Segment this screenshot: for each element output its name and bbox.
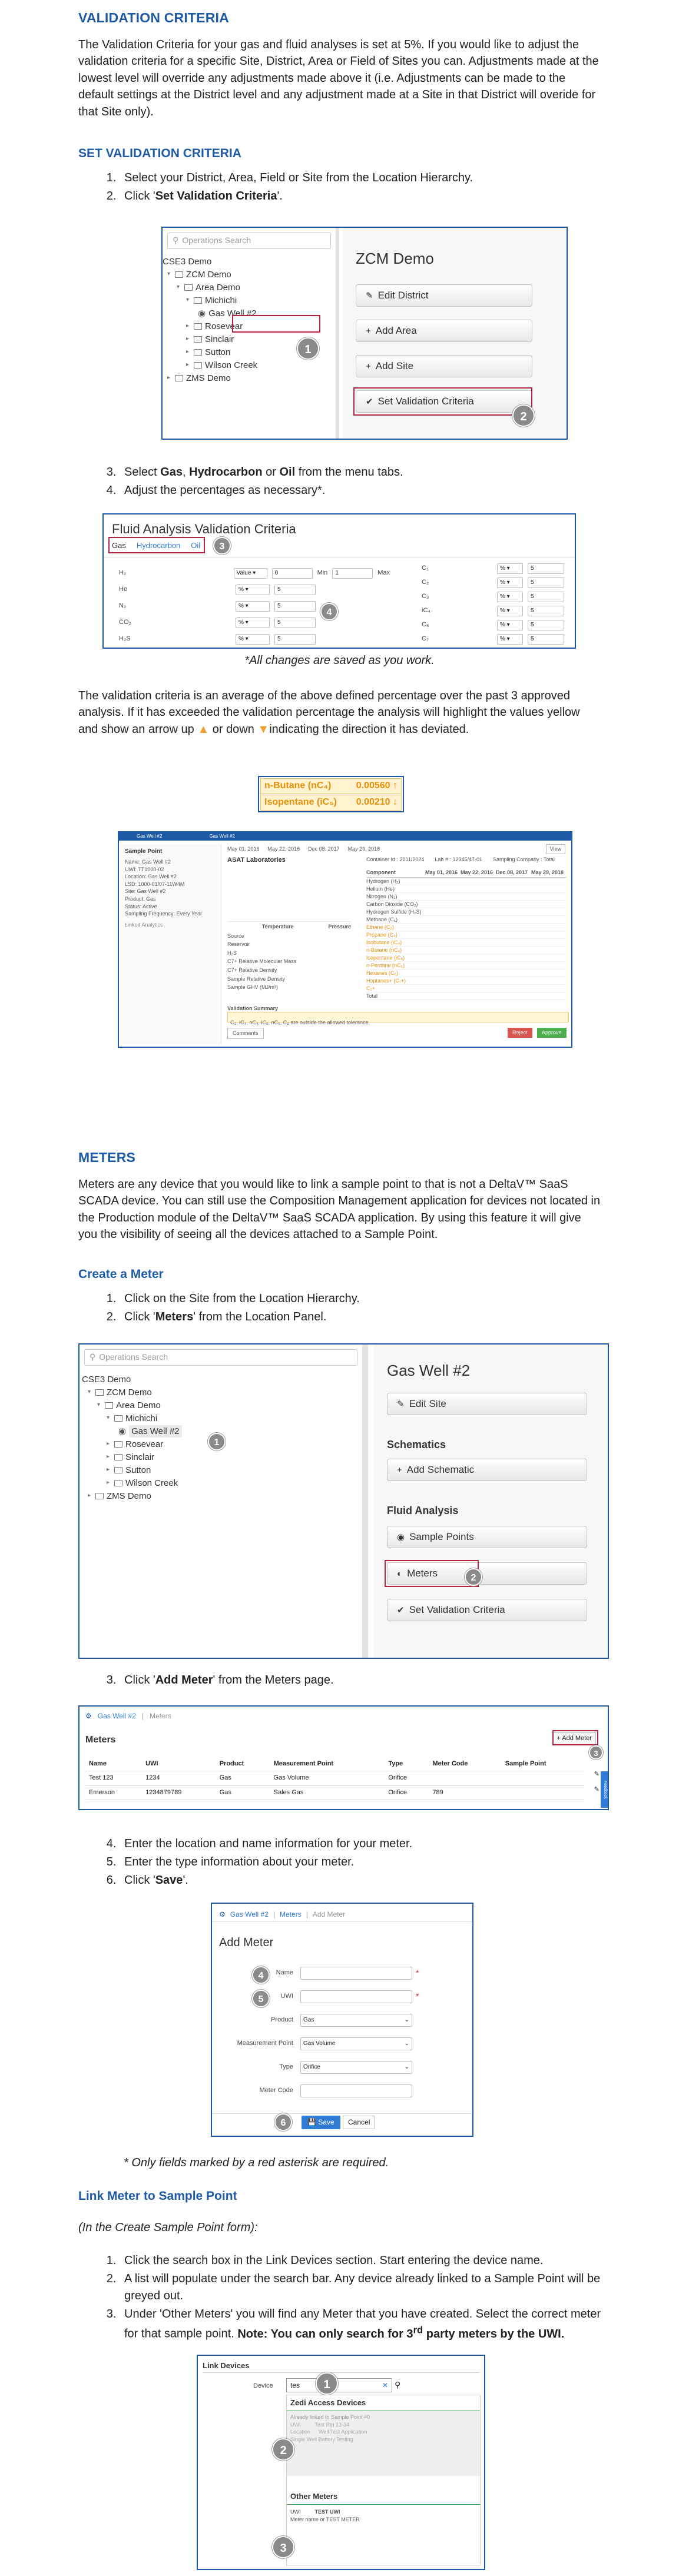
edit-icon: ✎ — [366, 290, 373, 301]
folder-icon — [114, 1441, 122, 1448]
date-tab[interactable]: May 22, 2016 — [267, 846, 300, 852]
step-3: 3. Select Gas, Hydrocarbon or Oil from the menu tabs. — [120, 464, 602, 481]
tree-item[interactable]: ▾ Michichi — [107, 1413, 158, 1423]
criteria-row: iC₄ % ▾ 5 — [422, 604, 569, 618]
callout-badge-6: 6 — [274, 2113, 292, 2131]
add-meter-form — [212, 1961, 473, 2103]
arrow-down-icon: ▼ — [257, 722, 270, 736]
folder-icon — [105, 1402, 113, 1409]
type-select[interactable]: Orifice ⌄ — [300, 2061, 412, 2074]
step-2: 2. Click 'Set Validation Criteria'. — [120, 188, 602, 205]
lab-name: ASAT Laboratories — [227, 857, 286, 864]
folder-icon — [114, 1467, 122, 1473]
mode-select[interactable]: Value ▾ — [234, 568, 267, 579]
meters-page-title: Meters — [85, 1735, 116, 1745]
component-row: Heptanes+ (C₇+) — [366, 977, 567, 985]
zedi-devices-header: Zedi Access Devices — [287, 2395, 480, 2411]
edit-icon[interactable]: ✎ — [594, 1786, 599, 1793]
component-row: Isobutane (iC₄) — [366, 939, 567, 947]
meters-intro: Meters are any device that you would like to link a sample point to that is not a DeltaV™ SaaS SCADA device. You can still use the Composition Management application for devices not located in the Production module of the DeltaV™ SaaS SCADA application. By using this feature it will give you the visibility of seeing all the devices attached to a Sample Point. — [78, 1178, 601, 1241]
criteria-row: C₃ % ▾ 5 — [422, 590, 569, 604]
validation-title: VALIDATION CRITERIA — [78, 10, 229, 25]
saved-note: *All changes are saved as you work. — [244, 654, 435, 667]
mode-select[interactable]: % ▾ — [497, 620, 523, 630]
date-tab[interactable]: May 29, 2018 — [347, 846, 380, 852]
criteria-row: C₂ % ▾ 5 — [422, 576, 569, 590]
breadcrumb-meters: Meters — [150, 1712, 171, 1720]
plus-icon: + — [366, 326, 371, 336]
breadcrumb: ⚙ Gas Well #2 | Meters | Add Meter — [219, 1910, 346, 1918]
arrow-down-icon: ↓ — [393, 797, 398, 808]
form-row: Type Orifice ⌄ — [212, 2056, 473, 2079]
callout-badge-4: 4 — [320, 603, 338, 620]
site-detail-pane — [374, 1345, 608, 1658]
component-row: Hydrogen (H₂) — [366, 878, 567, 885]
tab-hydrocarbon[interactable]: Hydrocarbon — [136, 541, 181, 550]
mode-select[interactable]: % ▾ — [497, 592, 523, 602]
deviation-row-butane: n-Butane (nC₄) 0.00560 ↑ — [260, 778, 402, 794]
mode-select[interactable]: % ▾ — [236, 634, 270, 645]
view-button[interactable]: View — [546, 844, 565, 854]
mode-select[interactable]: % ▾ — [497, 563, 523, 574]
criteria-title: Fluid Analysis Validation Criteria — [112, 522, 296, 536]
folder-icon — [114, 1454, 122, 1460]
check-icon: ✔ — [366, 396, 373, 407]
component-row: Nitrogen (N₂) — [366, 893, 567, 901]
tree-item[interactable]: CSE3 Demo — [163, 256, 212, 267]
meter-steps-c — [120, 1835, 602, 1890]
add-site-button[interactable]: + Add Site — [356, 355, 532, 377]
other-meter-item[interactable]: UWI TEST UWI Meter name or TEST METER — [290, 2509, 360, 2522]
criteria-left-rows — [119, 565, 390, 648]
mode-select[interactable]: % ▾ — [236, 618, 270, 628]
folder-icon — [194, 336, 202, 343]
save-button[interactable]: 💾 Save — [302, 2116, 340, 2129]
tree-item[interactable]: ▸ ZMS Demo — [167, 373, 231, 383]
folder-icon — [194, 297, 202, 304]
lab-meta: Container Id : 2011/2024 Lab # : 12345/47-01 Sampling Company : Total — [366, 857, 555, 862]
date-tab[interactable]: Dec 08, 2017 — [308, 846, 340, 852]
link-steps — [120, 2252, 602, 2344]
sample-points-button[interactable]: ◉ Sample Points — [387, 1526, 587, 1548]
tree-item-gas-well[interactable]: ◉ Gas Well #2 — [198, 308, 257, 318]
criteria-right-rows — [422, 562, 569, 646]
callout-badge-1: 1 — [316, 2372, 338, 2395]
set-validation-heading: SET VALIDATION CRITERIA — [78, 147, 241, 160]
validation-average-text: The validation criteria is an average of the above defined percentage over the past 3 approved analysis. If it has exceeded the validation percentage the analysis will highlight the values yellow and show an arrow up ▲ or down ▼indicating the direction it has deviated. — [78, 689, 580, 736]
component-row: Methane (C₁) — [366, 916, 567, 924]
link-devices-title: Link Devices — [203, 2361, 250, 2370]
component-row: Hydrogen Sulfide (H₂S) — [366, 908, 567, 916]
component-row: Carbon Dioxide (CO₂) — [366, 901, 567, 908]
analysis-properties: Temperature Pressure Source Reservoir H₂S C7+ Relative Molecular Mass C7+ Relative Density Sample Relative Density Sample GHV (MJ/m³) — [227, 869, 351, 992]
validation-steps-b — [120, 464, 602, 500]
form-row: Measurement Point Gas Volume ⌄ — [212, 2032, 473, 2056]
chevron-down-icon: ⌄ — [404, 2017, 409, 2023]
percent-input[interactable]: 5 — [274, 585, 316, 595]
tree-item[interactable]: ▸ Wilson Creek — [186, 360, 258, 370]
criteria-row: CO₂ % ▾ 5 — [119, 615, 390, 631]
criteria-row: C₅ % ▾ 5 — [422, 618, 569, 632]
percent-input[interactable]: 5 — [528, 577, 564, 588]
percent-input[interactable]: 5 — [528, 634, 564, 645]
highlight-gas-well — [232, 315, 320, 333]
gauge-icon: ◐ — [397, 1568, 403, 1579]
callout-badge-3: 3 — [589, 1745, 603, 1760]
tree-item[interactable]: ▾ Area Demo — [177, 282, 240, 293]
location-pin-icon: ◉ — [118, 1426, 127, 1436]
meter-step-4: 4. Enter the location and name information for your meter. — [120, 1835, 602, 1853]
table-row[interactable]: Test 123 1234 Gas Gas Volume Orifice — [85, 1771, 584, 1785]
arrow-up-icon: ▲ — [197, 722, 210, 736]
callout-badge-3: 3 — [272, 2536, 294, 2558]
breadcrumb-meters[interactable]: Meters — [280, 1910, 302, 1918]
meters-button[interactable]: ◐ Meters — [387, 1562, 587, 1585]
component-rows — [366, 878, 567, 1000]
component-row: n-Butane (nC₄) — [366, 947, 567, 954]
tree-item[interactable]: ▾ ZCM Demo — [167, 269, 231, 280]
location-tree — [163, 228, 339, 439]
analysis-date-tabs — [227, 845, 380, 853]
highlight-tabs — [108, 537, 205, 553]
highlight-add-meter — [552, 1730, 598, 1745]
max-input[interactable]: 1 — [332, 568, 373, 579]
tree-item[interactable]: ▸ Wilson Creek — [107, 1478, 178, 1488]
form-row: Meter Code — [212, 2079, 473, 2103]
component-row: Propane (C₃) — [366, 931, 567, 939]
settings-icon: ⚙ — [85, 1712, 92, 1720]
form-row: UWI * — [212, 1985, 473, 2009]
edit-icon: ✎ — [397, 1399, 405, 1409]
mode-select[interactable]: % ▾ — [497, 577, 523, 588]
callout-badge-2: 2 — [272, 2438, 294, 2461]
screenshot-link-devices — [197, 2355, 485, 2570]
chevron-down-icon: ⌄ — [404, 2040, 409, 2047]
required-note: * Only fields marked by a red asterisk are required. — [124, 2156, 389, 2169]
sample-point-card: Sample Point Name: Gas Well #2 UWI: TT1000-02 Location: Gas Well #2 LSD: 1000-01/07-11W4M Site: Gas Well #2 Product: Gas Status: Active Sampling Frequency: Every Year Linked Analytics — [121, 844, 221, 1044]
plus-icon: + — [397, 1465, 402, 1475]
percent-input[interactable]: 5 — [528, 563, 564, 574]
district-title: ZCM Demo — [356, 250, 434, 267]
tree-item[interactable]: ▸ Sinclair — [107, 1452, 155, 1462]
tree-item[interactable]: ▸ Sinclair — [186, 334, 234, 344]
other-meters-header: Other Meters — [287, 2488, 480, 2505]
schematics-label: Schematics — [387, 1439, 446, 1450]
percent-input[interactable]: 5 — [528, 620, 564, 630]
tree-item[interactable]: ▸ Sutton — [107, 1465, 151, 1475]
table-row[interactable]: Emerson 1234879789 Gas Sales Gas Orifice 789 — [85, 1785, 584, 1800]
mode-select[interactable]: % ▾ — [236, 585, 270, 595]
add-area-button[interactable]: + Add Area — [356, 320, 532, 342]
meter-step-5: 5. Enter the type information about your meter. — [120, 1854, 602, 1871]
clear-icon[interactable]: ✕ — [382, 2381, 388, 2389]
device-dropdown — [286, 2395, 481, 2565]
tree-item[interactable]: ▸ ZMS Demo — [88, 1491, 151, 1501]
percent-input[interactable]: 5 — [274, 618, 316, 628]
callout-badge-1: 1 — [208, 1433, 226, 1450]
meter-steps-a — [120, 1290, 602, 1327]
criteria-row: He % ▾ 5 — [119, 582, 390, 598]
criteria-row: H₂S % ▾ 5 — [119, 631, 390, 648]
link-step-2: 2. A list will populate under the search bar. Any device already linked to a Sample Point will be greyed out. — [120, 2270, 602, 2305]
chevron-down-icon: ⌄ — [404, 2064, 409, 2070]
add-schematic-button[interactable]: + Add Schematic — [387, 1459, 587, 1481]
edit-site-button[interactable]: ✎ Edit Site — [387, 1393, 587, 1415]
validation-summary-title: Validation Summary — [227, 1005, 279, 1011]
tree-item[interactable]: CSE3 Demo — [82, 1374, 131, 1385]
location-tree — [80, 1345, 368, 1658]
screenshot-meters-list — [78, 1705, 609, 1810]
location-detail-pane — [343, 228, 567, 439]
operations-search[interactable]: ⚲ Operations Search — [167, 233, 331, 249]
tree-item[interactable]: ▸ Rosevear — [107, 1439, 164, 1449]
link-context: (In the Create Sample Point form): — [78, 2221, 258, 2234]
tree-item[interactable]: ▾ Area Demo — [97, 1400, 161, 1410]
validation-intro: The Validation Criteria for your gas and fluid analyses is set at 5%. If you would like to adjust the validation criteria for a specific Site, District, Area or Field of Sites you can. Adjustments made at the lowest level will override any adjustments made above it (i.e. Adjustments can be made to the default settings at the District level and any adjustment made at a Site in that District will overide for that Site only). — [78, 38, 599, 118]
breadcrumb: ⚙ Gas Well #2 | Meters — [85, 1712, 171, 1720]
component-row: Helium (He) — [366, 885, 567, 893]
component-row: n-Pentane (nC₅) — [366, 962, 567, 970]
criteria-row: N₂ % ▾ 5 — [119, 598, 390, 615]
folder-icon — [194, 323, 202, 330]
name-input[interactable] — [300, 1967, 412, 1980]
site-title: Gas Well #2 — [387, 1362, 471, 1379]
map-marker-icon: ◉ — [397, 1532, 405, 1542]
folder-icon — [95, 1389, 104, 1396]
components-table: Component May 01, 2016 May 22, 2016 Dec 08, 2017 May 29, 2018 Hydrogen (H₂) Helium (He) Nitrogen (N₂) Carbon Dioxide (CO₂) Hydrogen Sulfide (H₂S) Methane (C₁) Ethane (C₂) Propane (C₃) Isobutane (iC₄) n-Butane (nC₄) Isopentane (iC₅) n-Pentane (nC₅) Hexanes (C₆) Heptanes+ (C₇+) C₇+ Total — [366, 869, 567, 1000]
percent-input[interactable]: 5 — [528, 606, 564, 616]
zedi-device-item: Already linked to Sample Point #0 UWI Test Rtp 13-34 Location Well Test Application Single Well Battery Testing — [287, 2411, 480, 2476]
component-row: C₇+ — [366, 985, 567, 992]
criteria-row: C₇ % ▾ 5 — [422, 632, 569, 646]
create-meter-heading: Create a Meter — [78, 1267, 164, 1281]
link-meter-heading: Link Meter to Sample Point — [78, 2189, 237, 2203]
folder-icon — [95, 1493, 104, 1499]
location-pin-icon: ◉ — [198, 308, 206, 318]
breadcrumb-add-meter: Add Meter — [312, 1910, 346, 1918]
folder-icon — [194, 349, 202, 356]
app-header: Gas Well #2 Gas Well #2 — [119, 832, 571, 841]
screenshot-add-meter — [211, 1903, 473, 2137]
meter-step-6: 6. Click 'Save'. — [120, 1872, 602, 1889]
folder-icon — [175, 271, 183, 278]
check-icon: ✔ — [397, 1605, 405, 1615]
set-validation-criteria-button[interactable]: ✔ Set Validation Criteria — [387, 1599, 587, 1621]
save-icon: 💾 — [307, 2118, 316, 2126]
search-icon[interactable]: ⚲ — [395, 2380, 401, 2389]
search-icon: ⚲ — [90, 1352, 96, 1362]
folder-icon — [114, 1415, 122, 1422]
link-step-1: 1. Click the search box in the Link Devices section. Start entering the device name. — [120, 2252, 602, 2269]
min-input[interactable]: 0 — [272, 568, 313, 579]
add-meter-title: Add Meter — [219, 1936, 274, 1949]
product-select[interactable]: Gas ⌄ — [300, 2014, 412, 2027]
meter-code-input[interactable] — [300, 2084, 412, 2097]
highlight-set-validation — [353, 387, 532, 416]
reject-button[interactable]: Reject — [508, 1028, 532, 1038]
meter-step-3: 3. Click 'Add Meter' from the Meters page. — [120, 1672, 602, 1689]
mode-select[interactable]: % ▾ — [497, 606, 523, 616]
search-icon: ⚲ — [173, 235, 179, 245]
tree-item-gas-well[interactable]: ◉ Gas Well #2 — [82, 1425, 362, 1438]
arrow-up-icon: ↑ — [393, 781, 398, 791]
breadcrumb-site[interactable]: Gas Well #2 — [230, 1910, 269, 1918]
criteria-row: C₁ % ▾ 5 — [422, 562, 569, 576]
folder-icon — [184, 284, 193, 291]
component-row: Hexanes (C₆) — [366, 970, 567, 977]
device-search-input[interactable]: tes ✕ — [286, 2378, 392, 2392]
meter-steps-b — [120, 1672, 602, 1690]
tree-item[interactable]: ▸ Sutton — [186, 347, 231, 357]
component-row: Total — [366, 992, 567, 1000]
criteria-row: H₂ Value ▾ 0 Min 1 Max — [119, 565, 390, 582]
meter-step-2: 2. Click 'Meters' from the Location Panel. — [120, 1309, 602, 1326]
folder-icon — [194, 362, 202, 369]
validation-summary: C₃, iC₄, nC₄, iC₅, nC₅, C₆ are outside the allowed tolerance. — [227, 1012, 569, 1023]
approve-button[interactable]: Approve — [537, 1028, 567, 1038]
meter-step-1: 1. Click on the Site from the Location Hierarchy. — [120, 1290, 602, 1307]
meters-title: METERS — [78, 1150, 136, 1165]
deviation-example — [258, 776, 404, 812]
percent-input[interactable]: 5 — [528, 592, 564, 602]
tab-oil[interactable]: Oil — [191, 541, 201, 550]
mode-select[interactable]: % ▾ — [497, 634, 523, 645]
form-row: Name * — [212, 1961, 473, 1985]
tree-item[interactable]: ▾ ZCM Demo — [88, 1387, 152, 1397]
mode-select[interactable]: % ▾ — [236, 601, 270, 612]
step-4: 4. Adjust the percentages as necessary*. — [120, 482, 602, 499]
edit-district-button[interactable]: ✎ Edit District — [356, 284, 532, 307]
operations-search[interactable]: ⚲ Operations Search — [84, 1349, 357, 1366]
edit-icon[interactable]: ✎ — [594, 1771, 599, 1778]
tree-item[interactable]: ▾ Michichi — [186, 295, 237, 306]
folder-icon — [114, 1480, 122, 1486]
callout-badge-4: 4 — [252, 1966, 270, 1984]
percent-input[interactable]: 5 — [274, 634, 316, 645]
callout-badge-2: 2 — [512, 404, 535, 427]
link-step-3: 3. Under 'Other Meters' you will find any Meter that you have created. Select the correct meter for that sample point. Note: You can only search for 3rd party meters by the UWI. — [120, 2306, 602, 2343]
uwi-input[interactable] — [300, 1990, 412, 2003]
screenshot-site-panel — [78, 1343, 609, 1659]
table-header: Name UWI Product Measurement Point Type Meter Code Sample Point — [85, 1757, 584, 1771]
feedback-tab[interactable]: Feedback — [601, 1771, 608, 1808]
component-row: Isopentane (iC₅) — [366, 954, 567, 962]
validation-steps-a — [120, 170, 602, 206]
screenshot-analysis-review — [118, 831, 572, 1048]
set-validation-criteria-button[interactable]: ✔ Set Validation Criteria — [356, 390, 532, 413]
tree-item[interactable]: ▸ Rosevear — [186, 321, 243, 331]
callout-badge-5: 5 — [252, 1990, 270, 2007]
breadcrumb-site[interactable]: Gas Well #2 — [97, 1712, 136, 1720]
screenshot-validation-criteria — [102, 513, 576, 649]
step-1: 1. Select your District, Area, Field or Site from the Location Hierarchy. — [120, 170, 602, 187]
form-row: Product Gas ⌄ — [212, 2009, 473, 2032]
screenshot-location-panel — [161, 227, 568, 440]
callout-badge-1: 1 — [297, 337, 319, 360]
percent-input[interactable]: 5 — [274, 601, 316, 612]
comments-button[interactable]: Comments — [227, 1028, 264, 1039]
settings-icon: ⚙ — [219, 1910, 226, 1918]
measurement-point-select[interactable]: Gas Volume ⌄ — [300, 2037, 412, 2050]
callout-badge-2: 2 — [465, 1568, 482, 1586]
folder-icon — [175, 375, 183, 381]
fluid-analysis-label: Fluid Analysis — [387, 1505, 459, 1516]
tab-gas[interactable]: Gas — [112, 541, 126, 550]
deviation-row-isopentane: Isopentane (iC₅) 0.00210 ↓ — [260, 795, 402, 811]
date-tab[interactable]: May 01, 2016 — [227, 846, 260, 852]
device-label: Device — [253, 2382, 273, 2389]
cancel-button[interactable]: Cancel — [343, 2116, 375, 2129]
meters-table — [85, 1757, 584, 1800]
callout-badge-3: 3 — [213, 537, 231, 555]
component-row: Ethane (C₂) — [366, 924, 567, 931]
plus-icon: + — [366, 361, 371, 371]
add-meter-button[interactable]: + Add Meter — [552, 1732, 596, 1745]
